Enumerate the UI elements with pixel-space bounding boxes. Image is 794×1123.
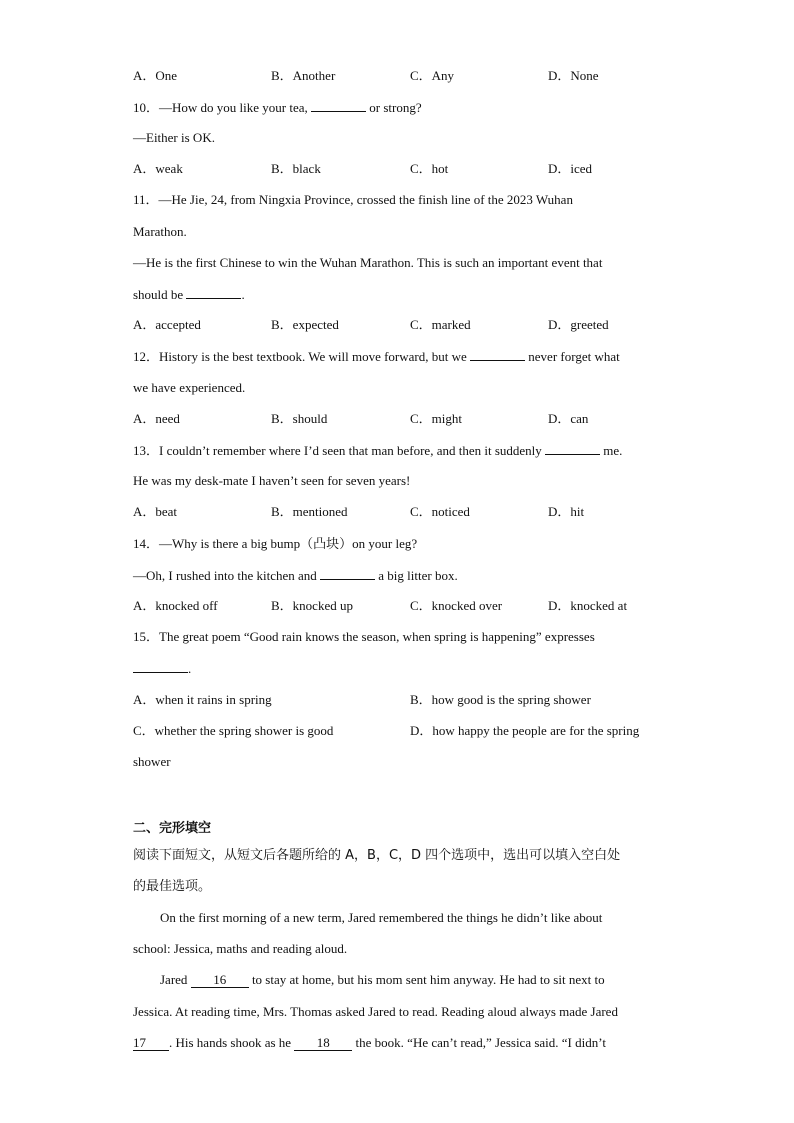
q14-line-1: 14．—Why is there a big bump（凸块）on your leg? [133,536,418,551]
section-title: 二、完形填空 [133,821,212,836]
passage-p1-line-1: On the first morning of a new term, Jared remembered the things he didn’t like about [160,910,603,925]
answer-blank [186,286,241,299]
passage-p1-line-2: school: Jessica, maths and reading aloud. [133,941,348,956]
q11-line-3: —He is the first Chinese to win the Wuhan Marathon. This is such an important event that [133,255,603,270]
q10-option-d: D．iced [548,161,593,176]
q14-option-a: A．knocked off [133,598,218,613]
q14-option-c: C．knocked over [410,598,503,613]
q14-line-2: —Oh, I rushed into the kitchen and a big litter box. [133,568,458,583]
q13-option-d: D．hit [548,504,585,519]
q12-option-d: D．can [548,411,589,426]
q9-option-a: A．One [133,68,178,83]
cloze-blank-16: 16 [191,973,249,988]
q15-option-a: A．when it rains in spring [133,692,272,707]
q10-option-b: B．black [271,161,321,176]
q15-option-c: C．whether the spring shower is good [133,723,334,738]
q15-line-1: 15．The great poem “Good rain knows the season, when spring is happening” expresses [133,629,595,644]
answer-blank [320,567,375,580]
answer-blank [545,442,600,455]
cloze-blank-18: 18 [294,1036,352,1051]
q15-option-d: D．how happy the people are for the spring [410,723,640,738]
q11-line-4: should be . [133,287,245,302]
passage-p2-line-2: Jessica. At reading time, Mrs. Thomas asked Jared to read. Reading aloud always made Jared [133,1004,618,1019]
q11-line-2: Marathon. [133,224,187,239]
q14-option-b: B．knocked up [271,598,353,613]
section-instructions-1: 阅读下面短文，从短文后各题所给的 A，B，C，D 四个选项中，选出可以填入空白处 [133,848,621,863]
q13-line-2: He was my desk-mate I haven’t seen for seven years! [133,473,411,488]
q10-stem: 10．—How do you like your tea, or strong? [133,100,422,115]
q12-option-a: A．need [133,411,180,426]
q11-line-1: 11．—He Jie, 24, from Ningxia Province, crossed the finish line of the 2023 Wuhan [133,192,573,207]
q11-option-d: D．greeted [548,317,609,332]
q15-option-d-cont: shower [133,754,171,769]
q10-option-a: A．weak [133,161,183,176]
q11-option-c: C．marked [410,317,471,332]
q13-line-1: 13．I couldn’t remember where I’d seen that man before, and then it suddenly me. [133,443,623,458]
q14-option-d: D．knocked at [548,598,628,613]
passage-p2-line-1: Jared 16 to stay at home, but his mom sent him anyway. He had to sit next to [160,972,605,987]
q12-option-b: B．should [271,411,328,426]
q9-option-b: B．Another [271,68,336,83]
q9-option-c: C．Any [410,68,455,83]
answer-blank [311,99,366,112]
q10-reply: —Either is OK. [133,130,215,145]
q11-option-b: B．expected [271,317,339,332]
answer-blank [133,660,188,673]
q13-option-a: A．beat [133,504,178,519]
q15-line-2: . [133,660,191,677]
q13-option-b: B．mentioned [271,504,348,519]
cloze-blank-17: 17 [133,1036,169,1051]
q11-option-a: A．accepted [133,317,201,332]
q12-line-2: we have experienced. [133,380,246,395]
q12-line-1: 12．History is the best textbook. We will move forward, but we never forget what [133,349,620,364]
answer-blank [470,348,525,361]
section-instructions-2: 的最佳选项。 [133,879,212,894]
q15-option-b: B．how good is the spring shower [410,692,591,707]
passage-p2-line-3: 17 . His hands shook as he 18 the book. “He can’t read,” Jessica said. “I didn’t [133,1035,606,1050]
q9-option-d: D．None [548,68,599,83]
q10-option-c: C．hot [410,161,449,176]
q12-option-c: C．might [410,411,463,426]
q13-option-c: C．noticed [410,504,470,519]
